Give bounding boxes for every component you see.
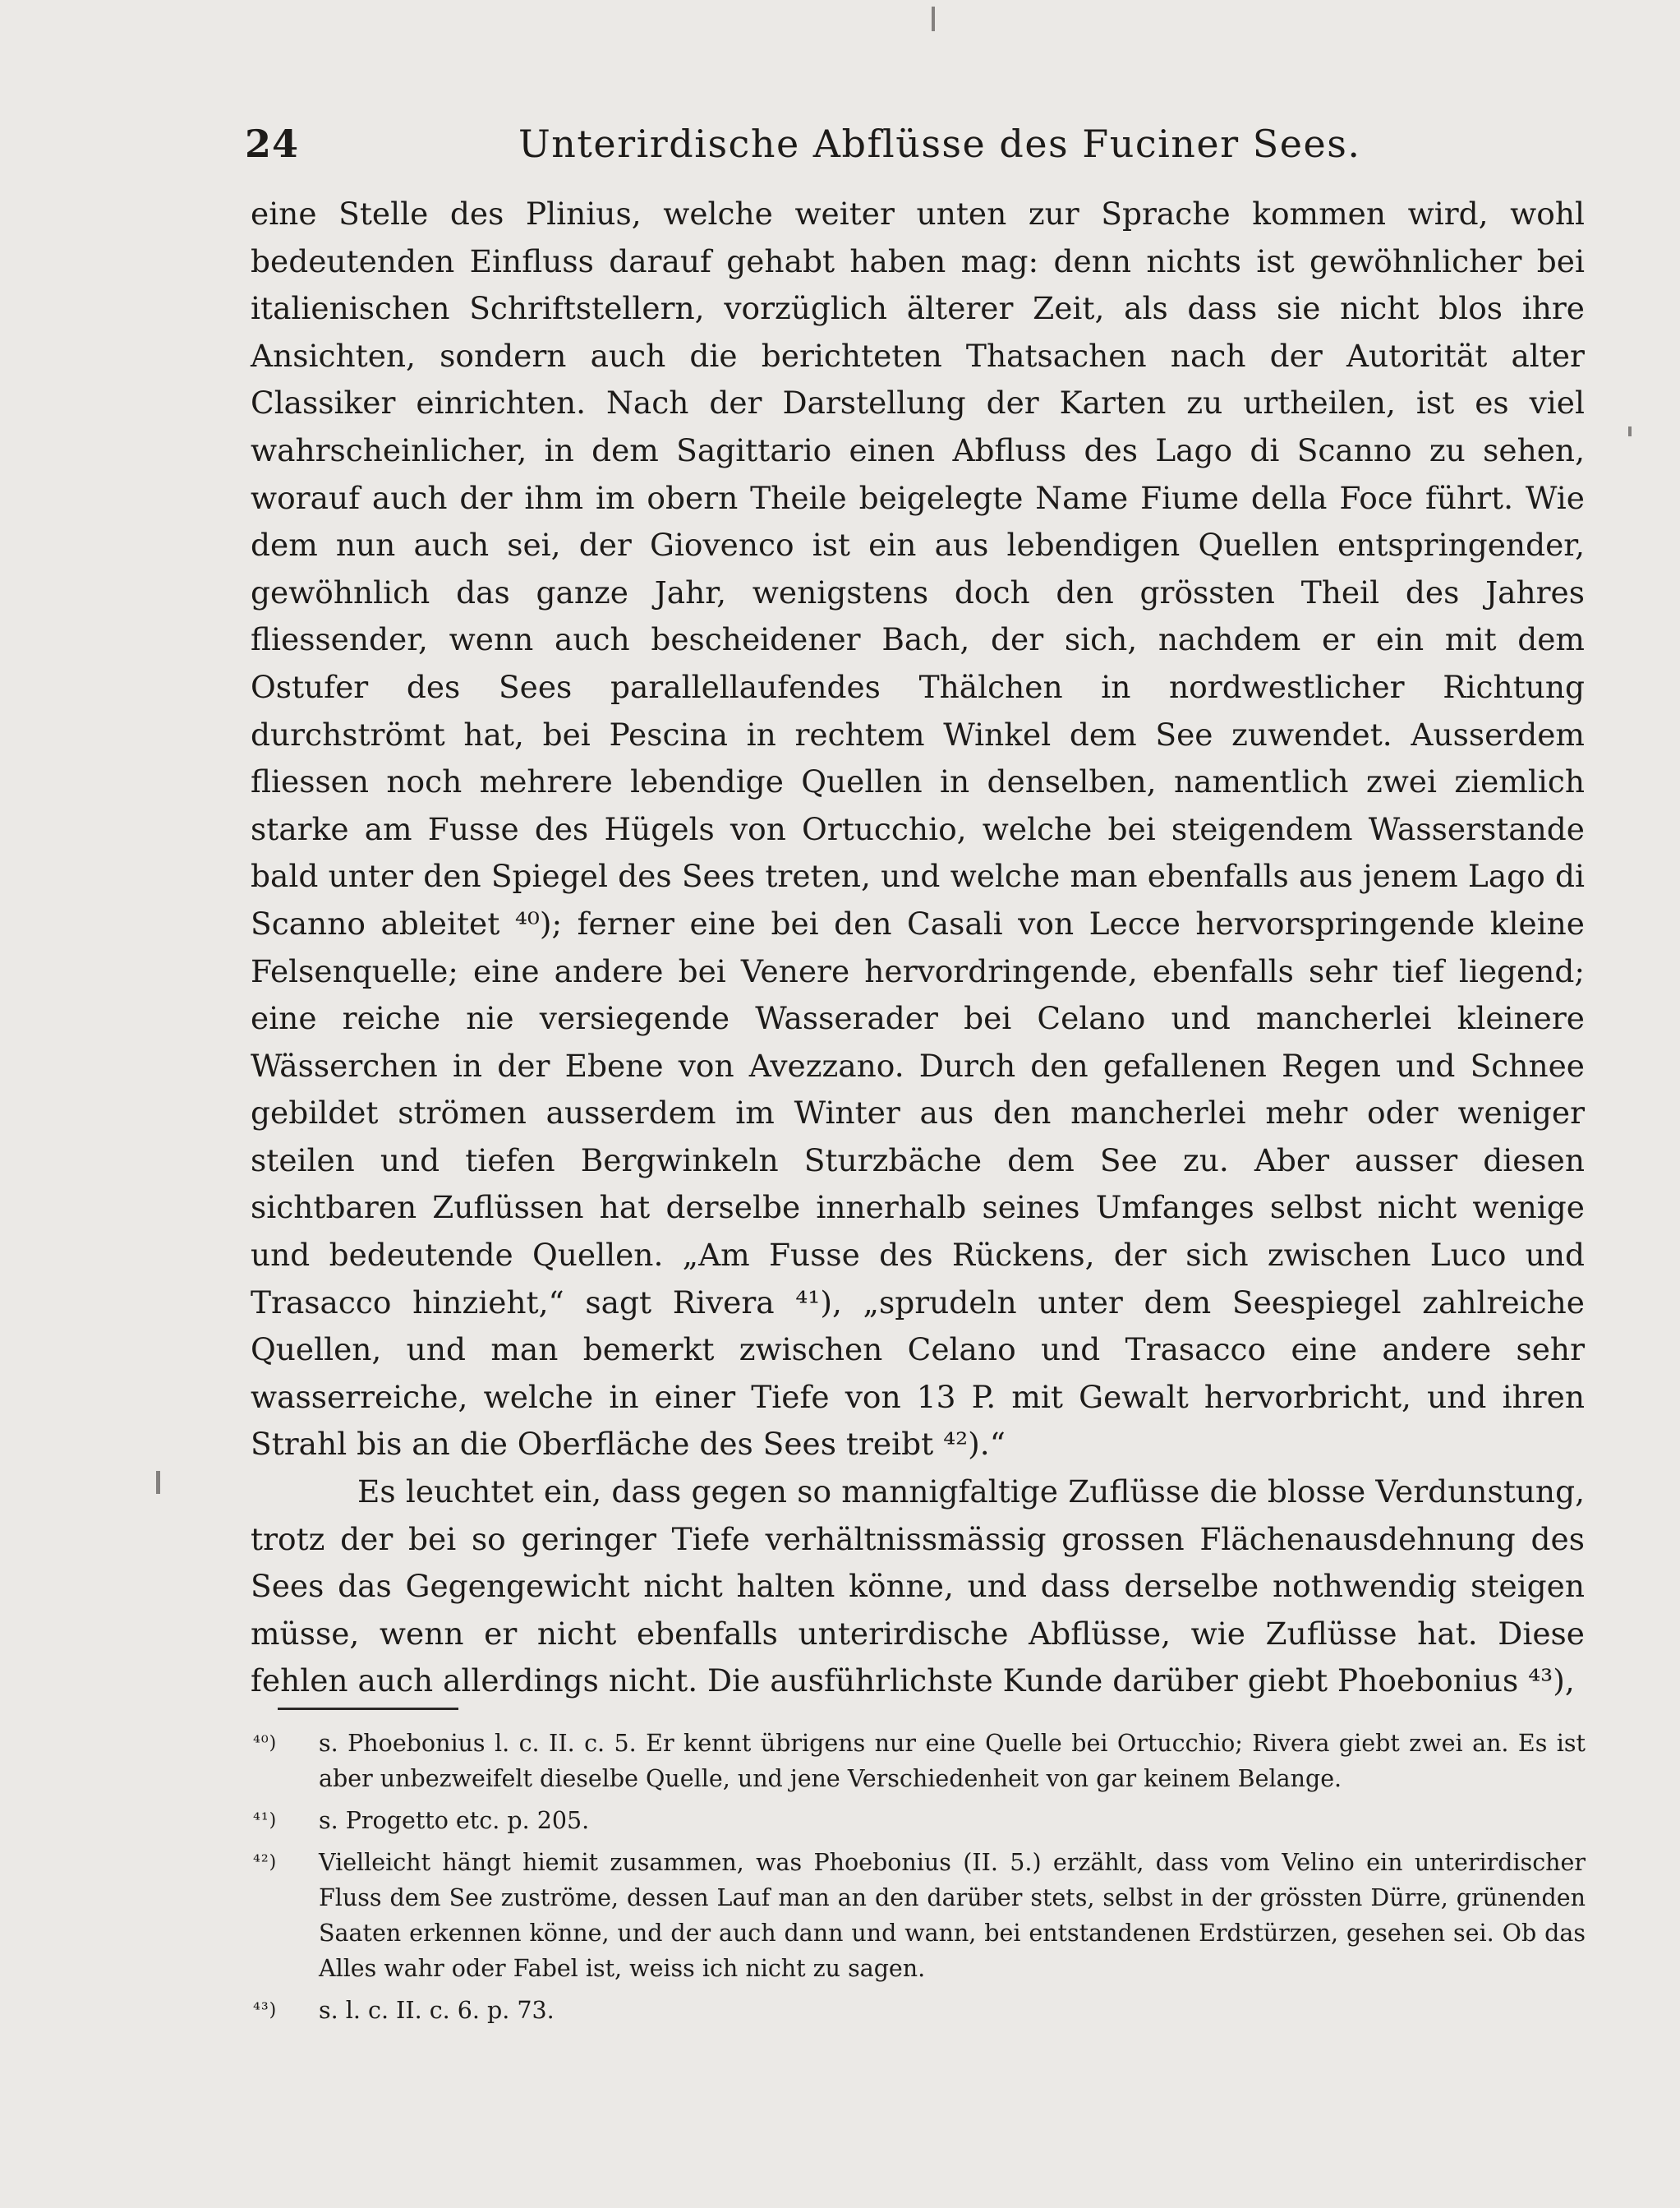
- footnote-41: [253, 1803, 1586, 1838]
- footnote-text: s. Phoebonius l. c. II. c. 5. Er kennt übrigens nur eine Quelle bei Ortucchio; Rivera giebt zwei an. Es ist aber unbezweifelt dieselbe Quelle, und jene Verschiedenheit von gar keinem Belange.: [319, 1730, 1586, 1792]
- running-title: Unterirdische Abflüsse des Fuciner Sees.: [518, 122, 1361, 166]
- ink-speck: [156, 1471, 160, 1494]
- page-header: [245, 113, 1587, 179]
- footnote-marker: ⁴³): [253, 2000, 278, 2021]
- ink-speck: [932, 7, 935, 31]
- paragraph-1: eine Stelle des Plinius, welche weiter unten zur Sprache kommen wird, wohl bedeutenden Einfluss darauf gehabt haben mag: denn nichts ist gewöhnlicher bei italienischen Schriftstellern, vorzüglich älterer Zeit, als dass sie nicht blos ihre Ansichten, sondern auch die berichteten Thatsachen nach der Autorität alter Classiker einrichten. Nach der Darstellung der Karten zu urtheilen, ist es viel wahrscheinlicher, in dem Sagittario einen Abfluss des Lago di Scanno zu sehen, worauf auch der ihm im obern Theile beigelegte Name Fiume della Foce führt. Wie dem nun auch sei, der Giovenco ist ein aus lebendigen Quellen entspringender, gewöhnlich das ganze Jahr, wenigstens doch den grössten Theil des Jahres fliessender, wenn auch bescheidener Bach, der sich, nachdem er ein mit dem Ostufer des Sees parallellaufendes Thälchen in nordwestlicher Richtung durchströmt hat, bei Pescina in rechtem Winkel dem See zuwendet. Ausserdem fliessen noch mehrere lebendige Quellen in denselben, namentlich zwei ziemlich starke am Fusse des Hügels von Ortucchio, welche bei steigendem Wasserstande bald unter den Spiegel des Sees treten, und welche man ebenfalls aus jenem Lago di Scanno ableitet ⁴⁰); ferner eine bei den Casali von Lecce hervorspringende kleine Felsenquelle; eine andere bei Venere hervordringende, ebenfalls sehr tief liegend; eine reiche nie versiegende Wasserader bei Celano und mancherlei kleinere Wässerchen in der Ebene von Avezzano. Durch den gefallenen Regen und Schnee gebildet strömen ausserdem im Winter aus den mancherlei mehr oder weniger steilen und tiefen Bergwinkeln Sturzbäche dem See zu. Aber ausser diesen sichtbaren Zuflüssen hat derselbe innerhalb seines Umfanges selbst nicht wenige und bedeutende Quellen. „Am Fusse des Rückens, der sich zwischen Luco und Trasacco hinzieht,“ sagt Rivera ⁴¹), „sprudeln unter dem Seespiegel zahlreiche Quellen, und man bemerkt zwischen Celano und Trasacco eine andere sehr wasserreiche, welche in einer Tiefe von 13 P. mit Gewalt hervorbricht, und ihren Strahl bis an die Oberfläche des Sees treibt ⁴²).“: [251, 196, 1585, 1463]
- footnote-text: Vielleicht hängt hiemit zusammen, was Phoebonius (II. 5.) erzählt, dass vom Velino ein unterirdischer Fluss dem See zuströme, dessen Lauf man an den darüber stets, selbst in der grössten Dürre, grünenden Saaten erkennen könne, und der auch dann und wann, bei entstandenen Erdstürzen, gesehen sei. Ob das Alles wahr oder Fabel ist, weiss ich nicht zu sagen.: [319, 1849, 1586, 1982]
- footnote-43: [253, 1993, 1586, 2028]
- footnote-text: s. l. c. II. c. 6. p. 73.: [319, 1997, 555, 2024]
- footnote-text: s. Progetto etc. p. 205.: [319, 1807, 590, 1834]
- footnote-separator: [278, 1708, 458, 1710]
- footnote-marker: ⁴²): [253, 1852, 278, 1873]
- page-number: 24: [245, 122, 300, 166]
- footnotes: [253, 1726, 1586, 2035]
- main-text: [251, 191, 1585, 1705]
- footnote-40: [253, 1726, 1586, 1796]
- ink-speck: [1628, 426, 1632, 436]
- paragraph-2: Es leuchtet ein, dass gegen so mannigfaltige Zuflüsse die blosse Verdunstung, trotz der bei so geringer Tiefe verhältnissmässig grossen Flächenausdehnung des Sees das Gegengewicht nicht halten könne, und dass derselbe nothwendig steigen müsse, wenn er nicht ebenfalls unterirdische Abflüsse, wie Zuflüsse hat. Diese fehlen auch allerdings nicht. Die ausführlichste Kunde darüber giebt Phoebonius ⁴³),: [251, 1473, 1585, 1699]
- footnote-marker: ⁴¹): [253, 1810, 278, 1831]
- footnote-42: [253, 1845, 1586, 1986]
- footnote-marker: ⁴⁰): [253, 1733, 278, 1754]
